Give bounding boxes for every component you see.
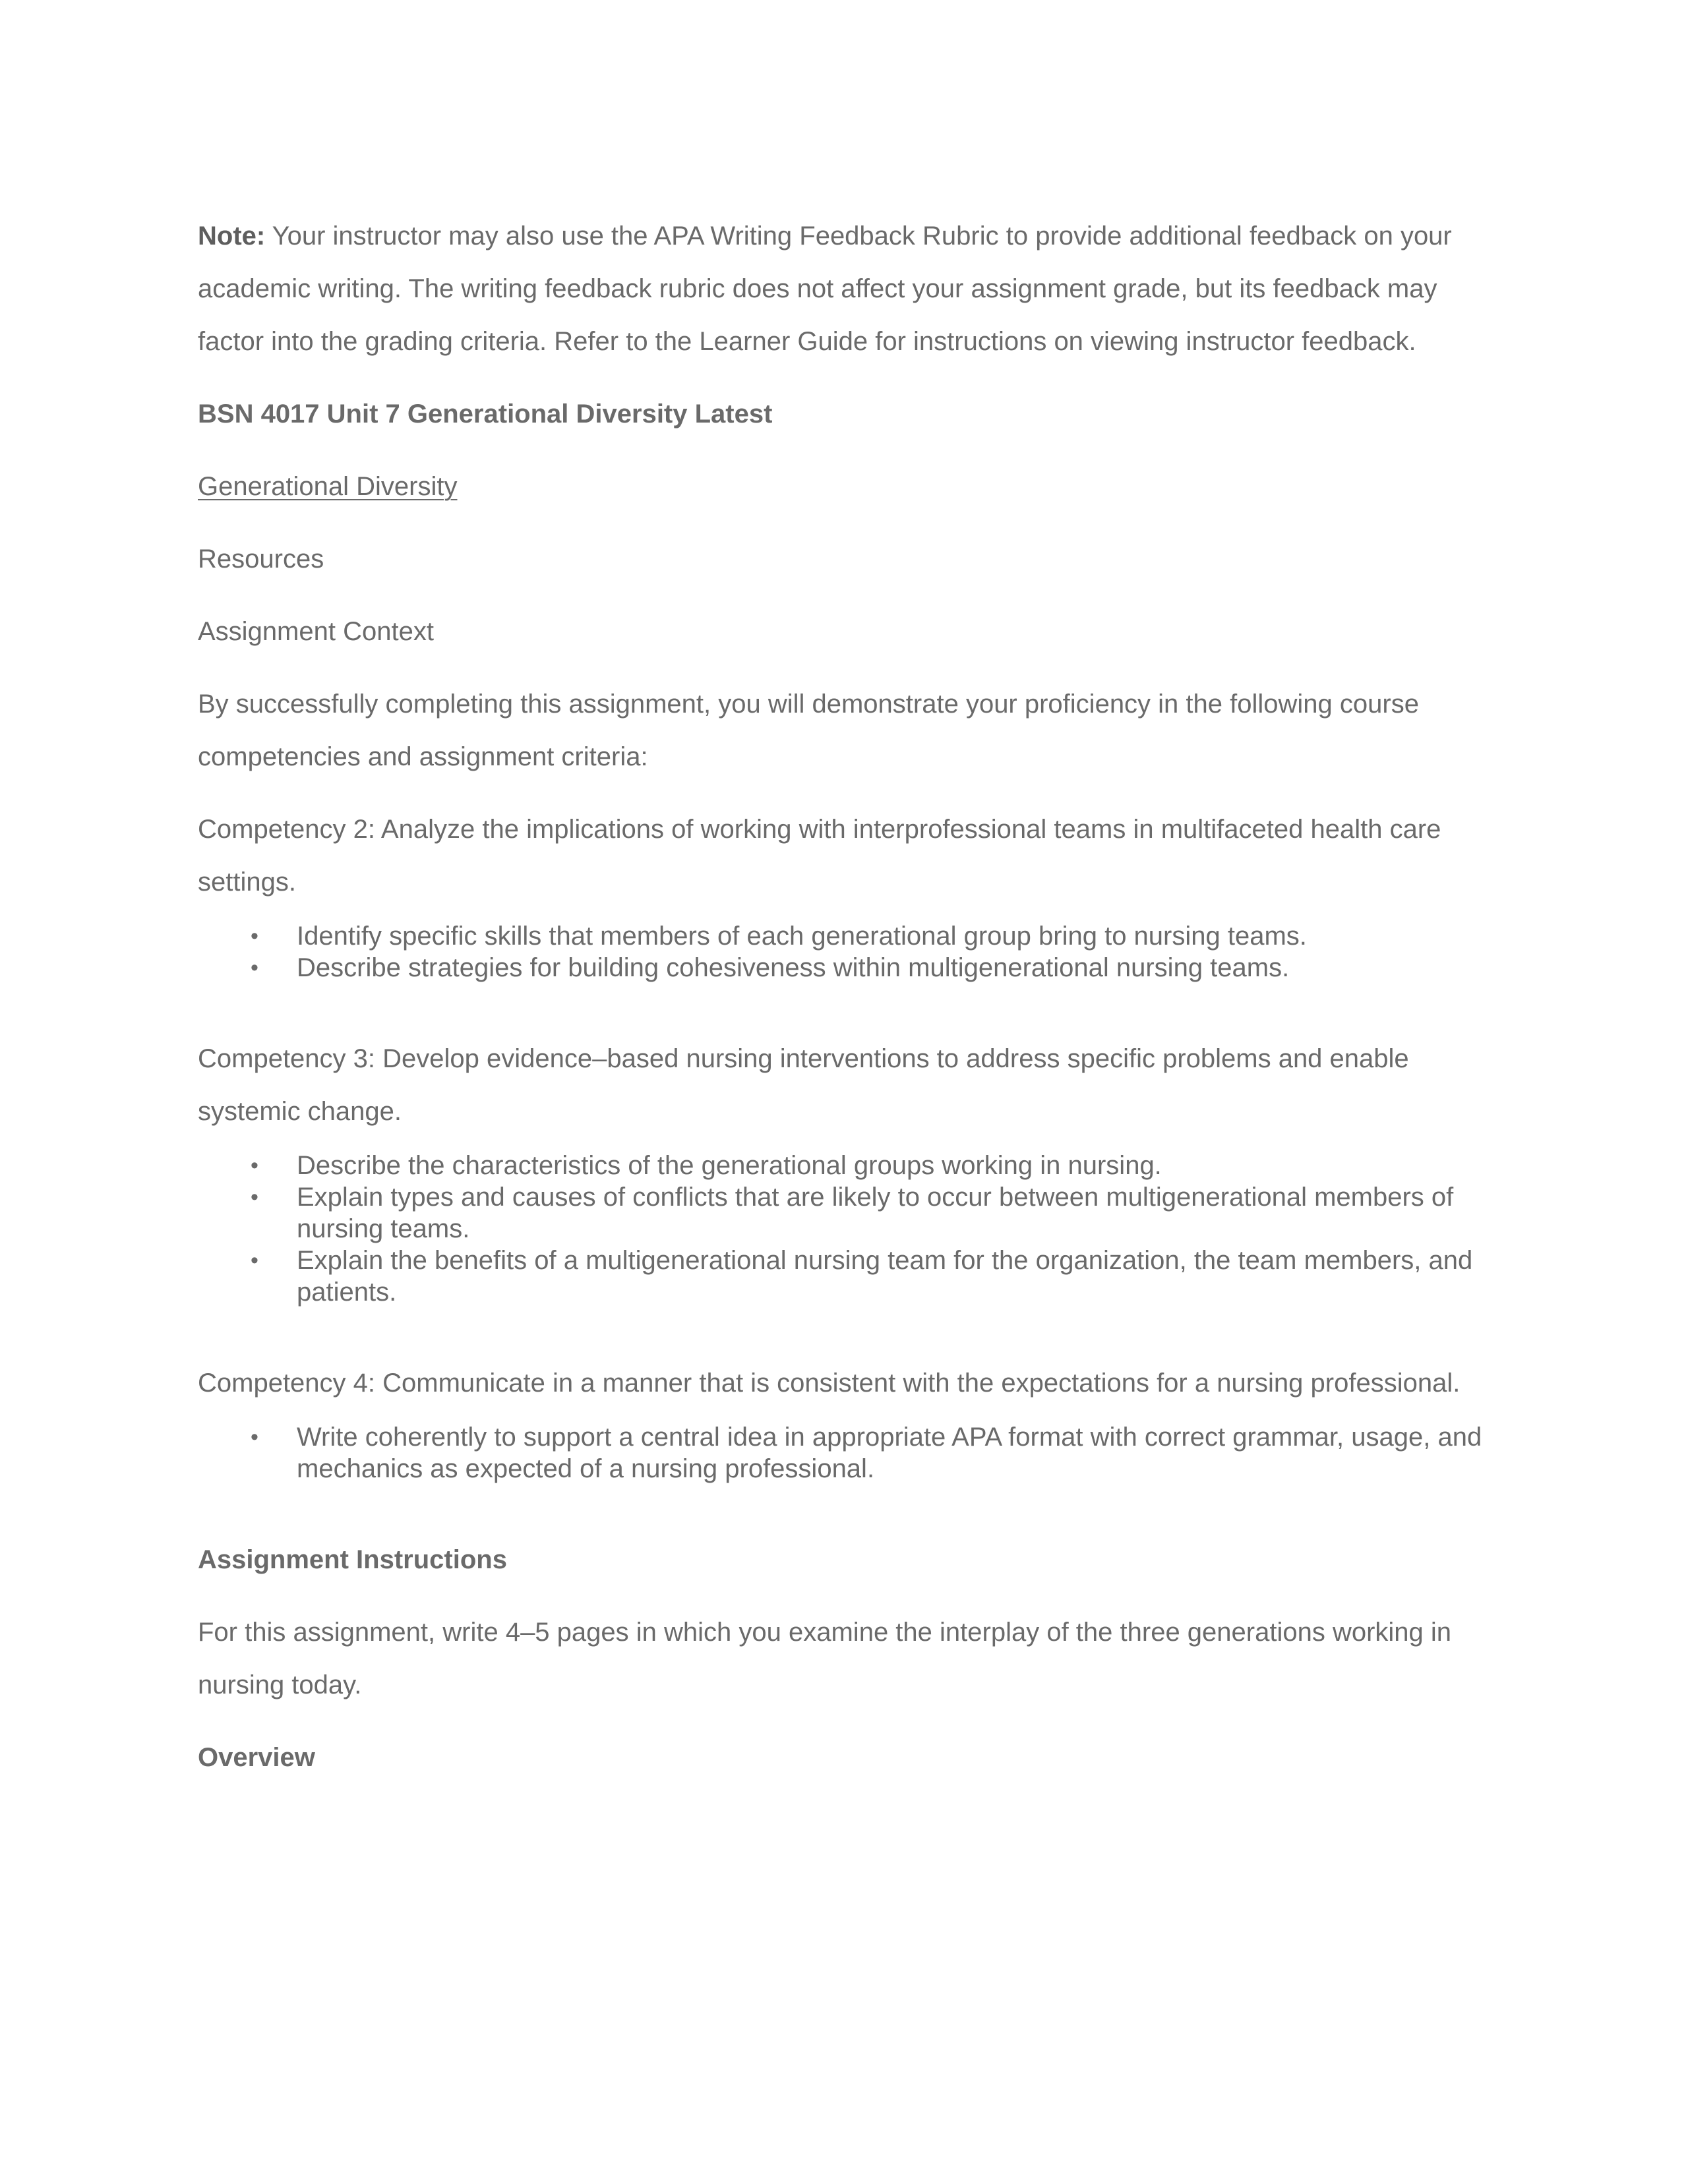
assignment-context-label: Assignment Context (198, 617, 434, 646)
list-item: • Describe strategies for building cohesiveness within multigenerational nursing teams. (251, 953, 1290, 982)
competency-2-list (198, 920, 1490, 984)
competency-4-list (198, 1421, 1490, 1485)
list-item: • Write coherently to support a central idea in appropriate APA format with correct grammar, usage, and mechanics as expected of a nursing professional. (251, 1423, 1482, 1483)
bullet-icon: • (251, 1185, 258, 1210)
competency-4-text: Competency 4: Communicate in a manner that is consistent with the expectations for a nursing professional. (198, 1369, 1461, 1398)
note-text: Your instructor may also use the APA Writing Feedback Rubric to provide additional feedback on your academic writing. The writing feedback rubric does not affect your assignment grade, but its feedback may factor into the grading criteria. Refer to the Learner Guide for instructions on viewing instructor feedback. (198, 221, 1452, 356)
list-item: • Explain types and causes of conflicts that are likely to occur between multigenerational members of nursing teams. (251, 1183, 1454, 1243)
bullet-icon: • (251, 1425, 258, 1450)
overview-heading: Overview (198, 1743, 315, 1772)
resources-label: Resources (198, 545, 324, 574)
list-item: • Identify specific skills that members of each generational group bring to nursing teams. (251, 922, 1307, 951)
competency-3-text: Competency 3: Develop evidence–based nursing interventions to address specific problems and enable systemic change. (198, 1044, 1409, 1126)
generational-diversity-link[interactable]: Generational Diversity (198, 472, 458, 501)
assignment-instructions-heading: Assignment Instructions (198, 1545, 507, 1574)
list-item: • Explain the benefits of a multigenerational nursing team for the organization, the team members, and patients. (251, 1246, 1473, 1307)
bullet-icon: • (251, 1248, 258, 1273)
competency-3-list (198, 1150, 1490, 1308)
document-title: BSN 4017 Unit 7 Generational Diversity Latest (198, 399, 773, 428)
bullet-icon: • (251, 924, 258, 949)
instructions-paragraph: For this assignment, write 4–5 pages in which you examine the interplay of the three generations working in nursing today. (198, 1618, 1452, 1699)
note-paragraph (198, 210, 1490, 368)
list-item: • Describe the characteristics of the generational groups working in nursing. (251, 1151, 1162, 1180)
intro-paragraph: By successfully completing this assignment, you will demonstrate your proficiency in the following course competencies and assignment criteria: (198, 690, 1419, 771)
bullet-icon: • (251, 1153, 258, 1178)
bullet-icon: • (251, 955, 258, 980)
note-label: Note: (198, 221, 266, 251)
document-page (198, 210, 1490, 1804)
competency-2-text: Competency 2: Analyze the implications of working with interprofessional teams in multifaceted health care settings. (198, 815, 1441, 897)
